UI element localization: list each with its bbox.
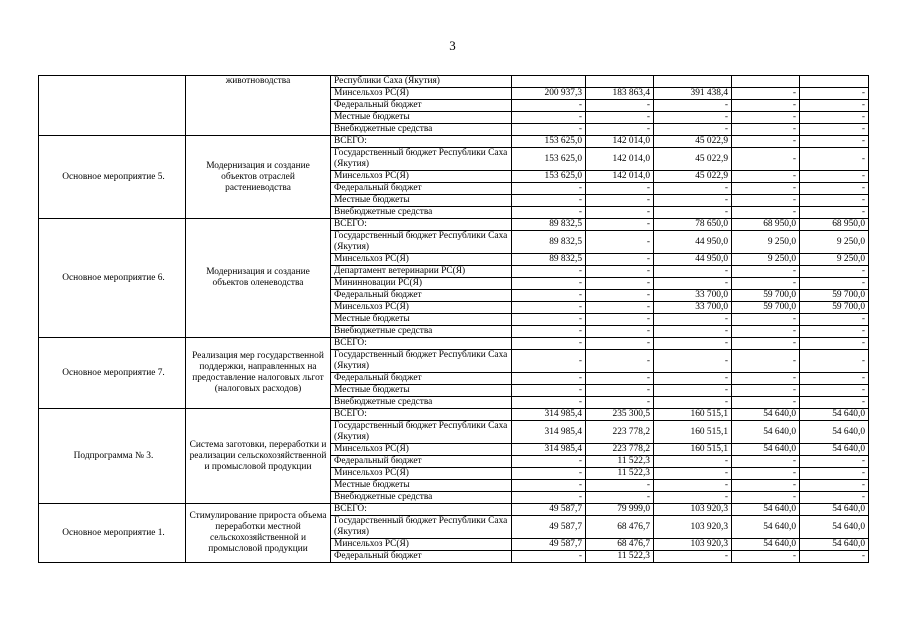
activity-name-cell: Основное мероприятие 6. xyxy=(39,219,186,338)
table-row xyxy=(39,409,869,421)
amount-cell: - xyxy=(800,171,869,183)
amount-cell: - xyxy=(732,171,800,183)
activity-name-cell: Основное мероприятие 7. xyxy=(39,338,186,409)
amount-cell: - xyxy=(512,326,586,338)
amount-cell: - xyxy=(800,136,869,148)
amount-cell: - xyxy=(800,278,869,290)
amount-cell: 59 700,0 xyxy=(732,302,800,314)
funding-source-cell: ВСЕГО: xyxy=(331,136,512,148)
amount-cell: 79 999,0 xyxy=(586,504,654,516)
table-row xyxy=(39,219,869,231)
amount-cell: 314 985,4 xyxy=(512,409,586,421)
funding-source-cell: Федеральный бюджет xyxy=(331,100,512,112)
funding-source-cell: Департамент ветеринарии РС(Я) xyxy=(331,266,512,278)
amount-cell: 89 832,5 xyxy=(512,219,586,231)
amount-cell: - xyxy=(512,314,586,326)
amount-cell: - xyxy=(732,397,800,409)
amount-cell: 200 937,3 xyxy=(512,88,586,100)
funding-source-cell: Внебюджетные средства xyxy=(331,124,512,136)
amount-cell: 78 650,0 xyxy=(654,219,732,231)
amount-cell: - xyxy=(586,100,654,112)
activity-description-cell: Реализация мер государственной поддержки, направленных на предоставление налоговых льгот (налоговых расходов) xyxy=(186,338,331,409)
amount-cell: 49 587,7 xyxy=(512,516,586,539)
amount-cell: - xyxy=(654,551,732,563)
amount-cell: 223 778,2 xyxy=(586,421,654,444)
funding-source-cell: Внебюджетные средства xyxy=(331,492,512,504)
amount-cell: - xyxy=(800,385,869,397)
amount-cell: 103 920,3 xyxy=(654,516,732,539)
amount-cell: - xyxy=(654,385,732,397)
amount-cell: - xyxy=(732,373,800,385)
amount-cell: - xyxy=(512,373,586,385)
amount-cell: - xyxy=(800,480,869,492)
amount-cell: - xyxy=(732,136,800,148)
amount-cell: - xyxy=(800,266,869,278)
funding-source-cell: Внебюджетные средства xyxy=(331,397,512,409)
amount-cell: - xyxy=(586,278,654,290)
amount-cell: 45 022,9 xyxy=(654,148,732,171)
activity-description-cell: Модернизация и создание объектов отраслей растениеводства xyxy=(186,136,331,219)
amount-cell xyxy=(800,76,869,88)
table-row xyxy=(39,136,869,148)
amount-cell: - xyxy=(654,100,732,112)
amount-cell: - xyxy=(512,551,586,563)
amount-cell: 44 950,0 xyxy=(654,254,732,266)
amount-cell: 54 640,0 xyxy=(732,539,800,551)
amount-cell: 9 250,0 xyxy=(800,231,869,254)
amount-cell: - xyxy=(800,373,869,385)
amount-cell: 54 640,0 xyxy=(800,409,869,421)
amount-cell: 68 950,0 xyxy=(800,219,869,231)
amount-cell: - xyxy=(800,326,869,338)
amount-cell: 68 476,7 xyxy=(586,516,654,539)
amount-cell: 33 700,0 xyxy=(654,290,732,302)
amount-cell: - xyxy=(732,326,800,338)
amount-cell: - xyxy=(512,468,586,480)
amount-cell xyxy=(512,76,586,88)
activity-description-cell: животноводства xyxy=(186,76,331,136)
amount-cell: - xyxy=(586,338,654,350)
amount-cell: 103 920,3 xyxy=(654,504,732,516)
amount-cell: - xyxy=(654,278,732,290)
amount-cell: 54 640,0 xyxy=(732,409,800,421)
amount-cell: 314 985,4 xyxy=(512,421,586,444)
amount-cell: - xyxy=(512,397,586,409)
amount-cell: - xyxy=(800,112,869,124)
amount-cell: 9 250,0 xyxy=(800,254,869,266)
amount-cell: - xyxy=(586,385,654,397)
amount-cell: - xyxy=(654,112,732,124)
amount-cell: - xyxy=(654,124,732,136)
funding-source-cell: Федеральный бюджет xyxy=(331,373,512,385)
amount-cell: 54 640,0 xyxy=(800,516,869,539)
amount-cell: - xyxy=(586,195,654,207)
amount-cell: - xyxy=(732,183,800,195)
amount-cell: 54 640,0 xyxy=(800,421,869,444)
amount-cell: - xyxy=(654,266,732,278)
amount-cell: 9 250,0 xyxy=(732,231,800,254)
amount-cell: - xyxy=(512,100,586,112)
amount-cell: 391 438,4 xyxy=(654,88,732,100)
amount-cell xyxy=(732,76,800,88)
amount-cell: - xyxy=(512,492,586,504)
amount-cell: 183 863,4 xyxy=(586,88,654,100)
funding-source-cell: Местные бюджеты xyxy=(331,195,512,207)
amount-cell: - xyxy=(586,124,654,136)
amount-cell: - xyxy=(732,456,800,468)
amount-cell: - xyxy=(800,397,869,409)
amount-cell: - xyxy=(732,468,800,480)
amount-cell: - xyxy=(586,290,654,302)
funding-source-cell: ВСЕГО: xyxy=(331,504,512,516)
funding-source-cell: Минсельхоз РС(Я) xyxy=(331,254,512,266)
amount-cell: - xyxy=(512,183,586,195)
table-row xyxy=(39,504,869,516)
amount-cell: - xyxy=(654,326,732,338)
funding-source-cell: Республики Саха (Якутия) xyxy=(331,76,512,88)
amount-cell: - xyxy=(512,112,586,124)
amount-cell: - xyxy=(654,456,732,468)
funding-source-cell: Внебюджетные средства xyxy=(331,207,512,219)
funding-source-cell: Федеральный бюджет xyxy=(331,183,512,195)
amount-cell: - xyxy=(732,350,800,373)
funding-source-cell: Государственный бюджет Республики Саха (Якутия) xyxy=(331,421,512,444)
amount-cell: 223 778,2 xyxy=(586,444,654,456)
funding-source-cell: Минсельхоз РС(Я) xyxy=(331,444,512,456)
funding-source-cell: ВСЕГО: xyxy=(331,409,512,421)
amount-cell: - xyxy=(586,373,654,385)
amount-cell: 54 640,0 xyxy=(732,421,800,444)
amount-cell: - xyxy=(800,148,869,171)
amount-cell: 11 522,3 xyxy=(586,456,654,468)
amount-cell: 54 640,0 xyxy=(800,444,869,456)
amount-cell: - xyxy=(586,266,654,278)
amount-cell: 142 014,0 xyxy=(586,148,654,171)
amount-cell: - xyxy=(732,314,800,326)
funding-source-cell: Государственный бюджет Республики Саха (Якутия) xyxy=(331,148,512,171)
amount-cell: - xyxy=(732,112,800,124)
amount-cell: - xyxy=(800,183,869,195)
amount-cell: - xyxy=(586,112,654,124)
amount-cell: - xyxy=(512,480,586,492)
funding-source-cell: Местные бюджеты xyxy=(331,112,512,124)
amount-cell: - xyxy=(654,195,732,207)
amount-cell: 235 300,5 xyxy=(586,409,654,421)
amount-cell: 142 014,0 xyxy=(586,136,654,148)
amount-cell: 153 625,0 xyxy=(512,171,586,183)
amount-cell: 68 476,7 xyxy=(586,539,654,551)
amount-cell: - xyxy=(732,100,800,112)
amount-cell: - xyxy=(586,302,654,314)
amount-cell: 54 640,0 xyxy=(800,504,869,516)
amount-cell: - xyxy=(512,195,586,207)
amount-cell: - xyxy=(654,314,732,326)
amount-cell: 54 640,0 xyxy=(732,516,800,539)
amount-cell: - xyxy=(732,278,800,290)
funding-source-cell: Минсельхоз РС(Я) xyxy=(331,88,512,100)
amount-cell: - xyxy=(732,195,800,207)
amount-cell: - xyxy=(586,207,654,219)
funding-source-cell: Местные бюджеты xyxy=(331,480,512,492)
amount-cell: - xyxy=(654,492,732,504)
amount-cell: 68 950,0 xyxy=(732,219,800,231)
amount-cell: - xyxy=(654,207,732,219)
amount-cell: - xyxy=(586,183,654,195)
amount-cell: - xyxy=(732,207,800,219)
amount-cell: 54 640,0 xyxy=(800,539,869,551)
amount-cell: - xyxy=(800,551,869,563)
funding-source-cell: Федеральный бюджет xyxy=(331,290,512,302)
budget-table xyxy=(38,75,869,563)
amount-cell: - xyxy=(732,148,800,171)
activity-description-cell: Стимулирование прироста объема переработки местной сельскохозяйственной и промысловой продукции xyxy=(186,504,331,563)
funding-source-cell: Федеральный бюджет xyxy=(331,456,512,468)
amount-cell: - xyxy=(654,468,732,480)
funding-source-cell: Государственный бюджет Республики Саха (Якутия) xyxy=(331,231,512,254)
amount-cell: - xyxy=(800,350,869,373)
funding-source-cell: Минсельхоз РС(Я) xyxy=(331,171,512,183)
amount-cell: 103 920,3 xyxy=(654,539,732,551)
amount-cell: - xyxy=(654,480,732,492)
amount-cell: 11 522,3 xyxy=(586,551,654,563)
funding-source-cell: Местные бюджеты xyxy=(331,385,512,397)
amount-cell: 59 700,0 xyxy=(800,302,869,314)
funding-source-cell: ВСЕГО: xyxy=(331,219,512,231)
activity-name-cell: Основное мероприятие 5. xyxy=(39,136,186,219)
funding-source-cell: Государственный бюджет Республики Саха (Якутия) xyxy=(331,516,512,539)
amount-cell: - xyxy=(800,124,869,136)
amount-cell: 11 522,3 xyxy=(586,468,654,480)
amount-cell: - xyxy=(654,350,732,373)
funding-source-cell: ВСЕГО: xyxy=(331,338,512,350)
amount-cell: - xyxy=(512,278,586,290)
amount-cell: 44 950,0 xyxy=(654,231,732,254)
amount-cell: - xyxy=(586,254,654,266)
amount-cell: - xyxy=(800,207,869,219)
amount-cell: - xyxy=(800,338,869,350)
amount-cell xyxy=(586,76,654,88)
amount-cell: 160 515,1 xyxy=(654,444,732,456)
table-row xyxy=(39,76,869,88)
amount-cell: - xyxy=(800,468,869,480)
amount-cell: - xyxy=(586,231,654,254)
amount-cell: - xyxy=(732,385,800,397)
amount-cell: - xyxy=(586,492,654,504)
amount-cell: - xyxy=(654,338,732,350)
amount-cell: - xyxy=(732,338,800,350)
activity-description-cell: Система заготовки, переработки и реализации сельскохозяйственной и промысловой продукции xyxy=(186,409,331,504)
amount-cell: 9 250,0 xyxy=(732,254,800,266)
funding-source-cell: Мининновации РС(Я) xyxy=(331,278,512,290)
amount-cell: - xyxy=(586,350,654,373)
table-row xyxy=(39,338,869,350)
amount-cell: 54 640,0 xyxy=(732,504,800,516)
amount-cell: 142 014,0 xyxy=(586,171,654,183)
amount-cell: 160 515,1 xyxy=(654,409,732,421)
amount-cell: - xyxy=(512,385,586,397)
amount-cell: - xyxy=(512,124,586,136)
amount-cell: - xyxy=(732,88,800,100)
amount-cell: - xyxy=(732,492,800,504)
amount-cell: - xyxy=(512,338,586,350)
amount-cell: - xyxy=(512,456,586,468)
page-number: 3 xyxy=(449,38,456,53)
amount-cell: 59 700,0 xyxy=(732,290,800,302)
funding-source-cell: Минсельхоз РС(Я) xyxy=(331,302,512,314)
amount-cell xyxy=(654,76,732,88)
amount-cell: - xyxy=(732,124,800,136)
amount-cell: - xyxy=(654,183,732,195)
amount-cell: 45 022,9 xyxy=(654,136,732,148)
amount-cell: - xyxy=(800,100,869,112)
amount-cell: - xyxy=(512,266,586,278)
amount-cell: - xyxy=(800,456,869,468)
activity-description-cell: Модернизация и создание объектов оленеводства xyxy=(186,219,331,338)
amount-cell: 160 515,1 xyxy=(654,421,732,444)
amount-cell: - xyxy=(800,492,869,504)
amount-cell: 89 832,5 xyxy=(512,231,586,254)
amount-cell: 33 700,0 xyxy=(654,302,732,314)
activity-name-cell: Подпрограмма № 3. xyxy=(39,409,186,504)
amount-cell: 314 985,4 xyxy=(512,444,586,456)
amount-cell: - xyxy=(512,350,586,373)
amount-cell: 54 640,0 xyxy=(732,444,800,456)
funding-source-cell: Минсельхоз РС(Я) xyxy=(331,468,512,480)
amount-cell: - xyxy=(732,480,800,492)
amount-cell: 153 625,0 xyxy=(512,148,586,171)
amount-cell: - xyxy=(654,373,732,385)
amount-cell: - xyxy=(512,207,586,219)
amount-cell: - xyxy=(586,480,654,492)
amount-cell: - xyxy=(512,302,586,314)
amount-cell: - xyxy=(512,290,586,302)
amount-cell: 45 022,9 xyxy=(654,171,732,183)
amount-cell: 153 625,0 xyxy=(512,136,586,148)
amount-cell: - xyxy=(800,195,869,207)
amount-cell: - xyxy=(732,266,800,278)
amount-cell: - xyxy=(586,326,654,338)
amount-cell: 49 587,7 xyxy=(512,504,586,516)
amount-cell: - xyxy=(800,314,869,326)
amount-cell: - xyxy=(654,397,732,409)
funding-source-cell: Государственный бюджет Республики Саха (Якутия) xyxy=(331,350,512,373)
amount-cell: 89 832,5 xyxy=(512,254,586,266)
amount-cell: - xyxy=(586,219,654,231)
amount-cell: - xyxy=(586,314,654,326)
amount-cell: - xyxy=(732,551,800,563)
amount-cell: 49 587,7 xyxy=(512,539,586,551)
funding-source-cell: Федеральный бюджет xyxy=(331,551,512,563)
amount-cell: - xyxy=(586,397,654,409)
funding-source-cell: Внебюджетные средства xyxy=(331,326,512,338)
amount-cell: 59 700,0 xyxy=(800,290,869,302)
activity-name-cell: Основное мероприятие 1. xyxy=(39,504,186,563)
funding-source-cell: Местные бюджеты xyxy=(331,314,512,326)
funding-source-cell: Минсельхоз РС(Я) xyxy=(331,539,512,551)
activity-name-cell xyxy=(39,76,186,136)
amount-cell: - xyxy=(800,88,869,100)
